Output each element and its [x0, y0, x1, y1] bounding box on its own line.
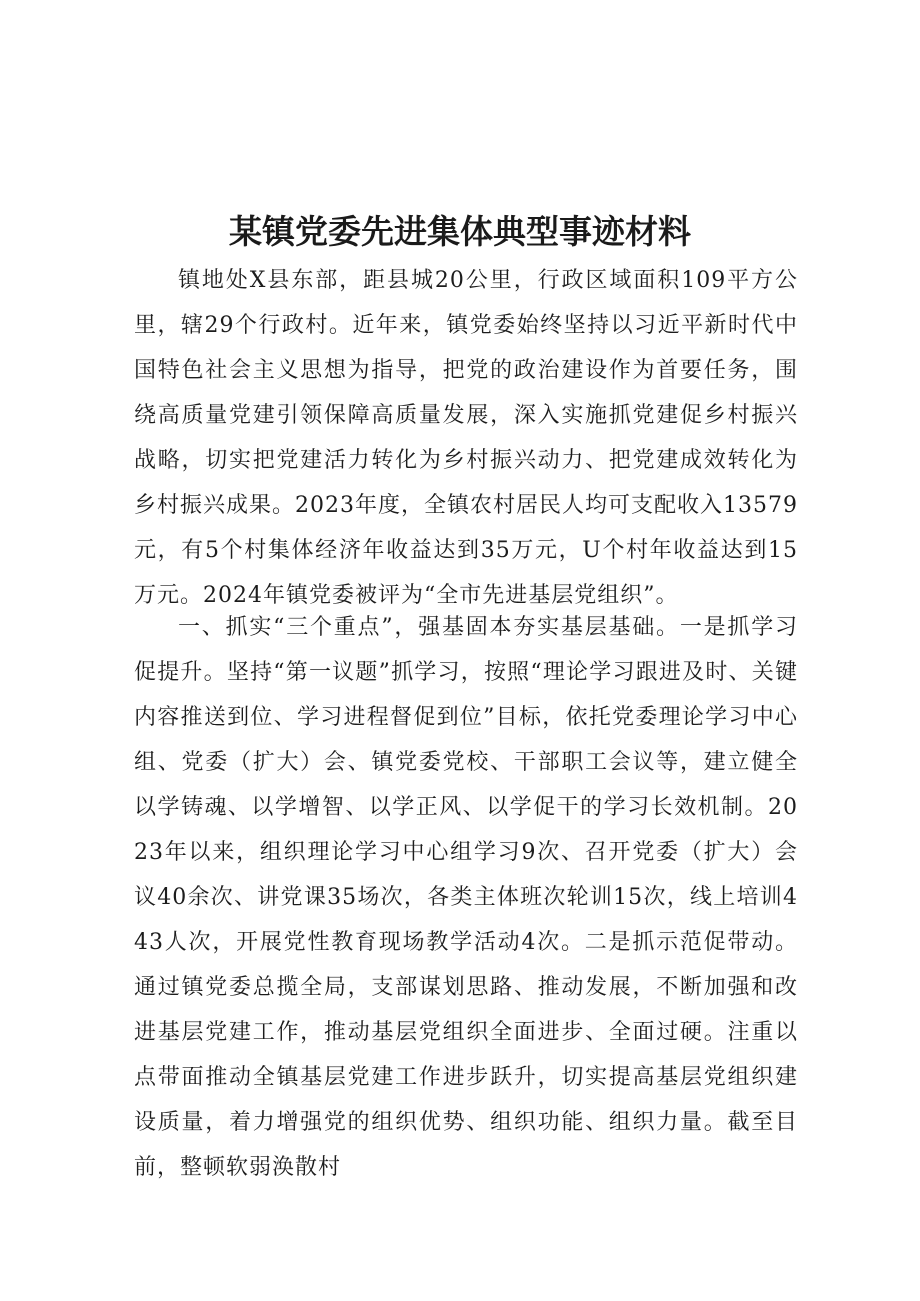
paragraph-section-one: 一、抓实“三个重点”，强基固本夯实基层基础。一是抓学习促提升。坚持“第一议题”抓学习，按照“理论学习跟进及时、关键内容推送到位、学习进程督促到位”目标，依托党委理论学习中心组、党委（扩大）会、镇党委党校、干部职工会议等，建立健全以学铸魂、以学增智、以学正风、以学促干的学习长效机制。2023年以来，组织理论学习中心组学习9次、召开党委（扩大）会议40余次、讲党课35场次，各类主体班次轮训15次，线上培训443人次，开展党性教育现场教学活动4次。二是抓示范促带动。通过镇党委总揽全局，支部谋划思路、推动发展，不断加强和改进基层党建工作，推动基层党组织全面进步、全面过硬。注重以点带面推动全镇基层党建工作进步跃升，切实提高基层党组织建设质量，着力增强党的组织优势、组织功能、组织力量。截至目前，整顿软弱涣散村	[134, 615, 798, 1180]
document-title: 某镇党委先进集体典型事迹材料	[229, 212, 691, 251]
paragraph-intro: 镇地处X县东部，距县城20公里，行政区域面积109平方公里，辖29个行政村。近年来，镇党委始终坚持以习近平新时代中国特色社会主义思想为指导，把党的政治建设作为首要任务，围绕高质量党建引领保障高质量发展，深入实施抓党建促乡村振兴战略，切实把党建活力转化为乡村振兴动力、把党建成效转化为乡村振兴成果。2023年度，全镇农村居民人均可支配收入13579元，有5个村集体经济年收益达到35万元，U个村年收益达到15万元。2024年镇党委被评为“全市先进基层党组织”。	[134, 268, 798, 608]
